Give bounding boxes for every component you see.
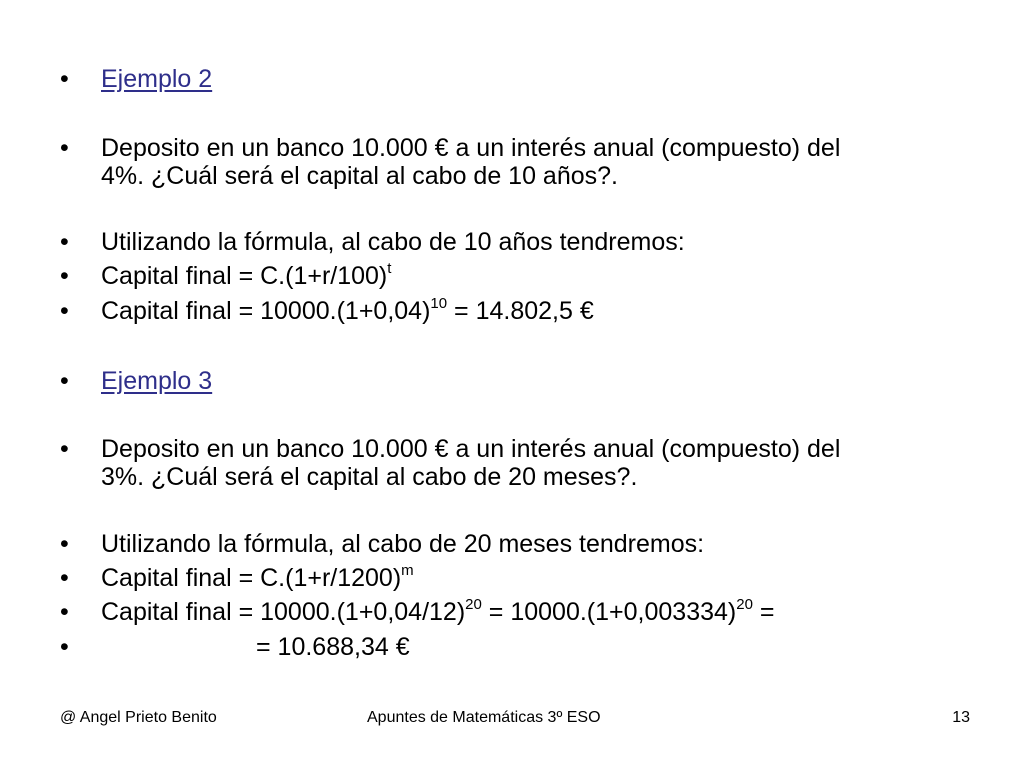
- result-3-equals: =: [752, 598, 775, 626]
- formula-3-exponent: m: [401, 561, 414, 579]
- formula-intro-3: Utilizando la fórmula, al cabo de 20 meses tendremos:: [101, 530, 705, 558]
- formula-3-base: Capital final = C.(1+r/1200): [101, 564, 402, 592]
- footer-page-number: 13: [952, 709, 970, 726]
- bullet-marker: •: [60, 367, 69, 395]
- bullet-marker: •: [60, 633, 69, 661]
- bullet-marker: •: [60, 530, 69, 558]
- formula-intro-2: Utilizando la fórmula, al cabo de 10 años tendremos:: [101, 228, 685, 256]
- problem-2-line2: 4%. ¿Cuál será el capital al cabo de 10 años?.: [101, 162, 618, 190]
- bullet-marker: •: [60, 262, 69, 290]
- result-3: [101, 597, 981, 627]
- example-2-heading: Ejemplo 2: [101, 65, 213, 93]
- example-3-heading: Ejemplo 3: [101, 367, 213, 395]
- bullet-marker: •: [60, 598, 69, 626]
- result-2: [101, 296, 981, 326]
- bullet-marker: •: [60, 134, 69, 162]
- formula-2: [101, 261, 981, 291]
- problem-3-line1: Deposito en un banco 10.000 € a un interés anual (compuesto) del: [101, 435, 841, 463]
- result-3-mid: = 10000.(1+0,003334): [481, 598, 737, 626]
- result-3-exponent: 20: [465, 595, 482, 613]
- footer-author: @ Angel Prieto Benito: [60, 709, 217, 726]
- result-3-exponent-2: 20: [736, 595, 753, 613]
- bullet-marker: •: [60, 228, 69, 256]
- problem-2-line1: Deposito en un banco 10.000 € a un interés anual (compuesto) del: [101, 134, 841, 162]
- result-3-base: Capital final = 10000.(1+0,04/12): [101, 598, 466, 626]
- result-2-base: Capital final = 10000.(1+0,04): [101, 297, 431, 325]
- bullet-marker: •: [60, 564, 69, 592]
- footer-course: Apuntes de Matemáticas 3º ESO: [367, 709, 601, 726]
- bullet-marker: •: [60, 65, 69, 93]
- formula-3: [101, 563, 981, 593]
- result-2-value: = 14.802,5 €: [447, 297, 594, 325]
- result-2-exponent: 10: [430, 294, 448, 312]
- formula-2-exponent: t: [387, 259, 392, 277]
- final-result-3: = 10.688,34 €: [256, 633, 410, 661]
- problem-3-line2: 3%. ¿Cuál será el capital al cabo de 20 meses?.: [101, 463, 638, 491]
- formula-2-base: Capital final = C.(1+r/100): [101, 262, 388, 290]
- bullet-marker: •: [60, 297, 69, 325]
- bullet-marker: •: [60, 435, 69, 463]
